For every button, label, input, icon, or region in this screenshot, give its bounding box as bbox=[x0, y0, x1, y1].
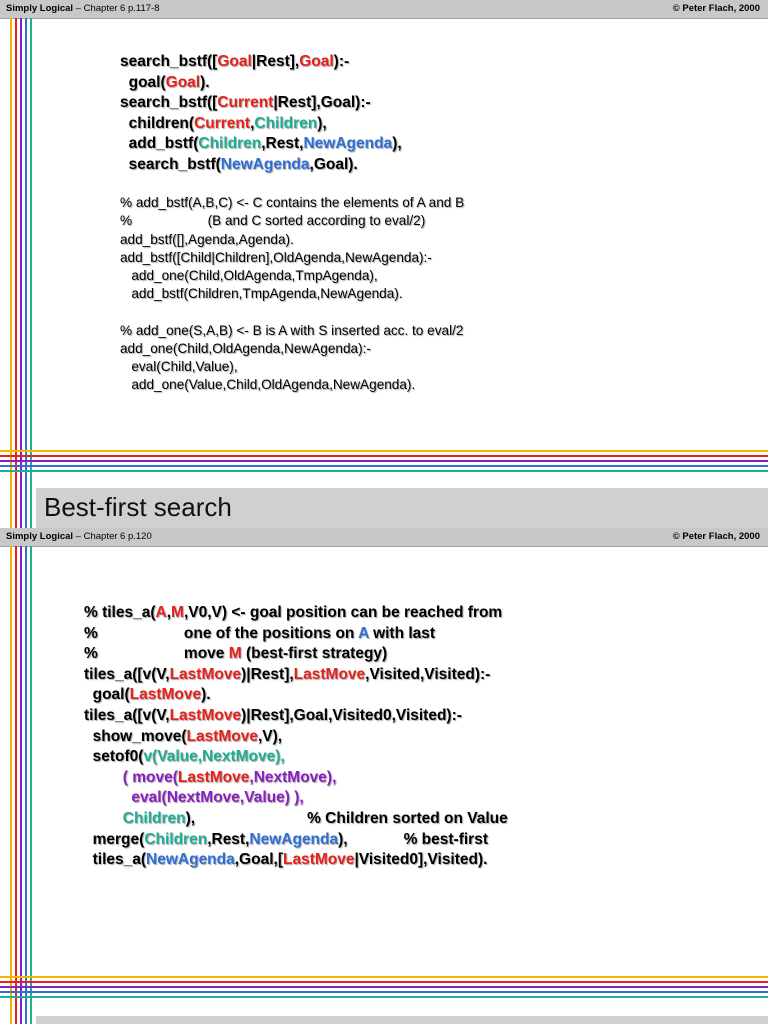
code-line bbox=[84, 603, 508, 624]
code-token: NewAgenda bbox=[303, 135, 393, 153]
code-line bbox=[84, 624, 508, 645]
code-token: |Rest], bbox=[251, 53, 300, 70]
section-title: Best-first search bbox=[44, 492, 232, 522]
code-line bbox=[84, 644, 508, 665]
code-token: ,NextMove), bbox=[249, 768, 337, 786]
code-token: LastMove bbox=[177, 768, 250, 786]
code-token: ). bbox=[200, 73, 210, 91]
code-line bbox=[120, 134, 402, 155]
code-token: Children bbox=[122, 809, 186, 827]
code-token: Children bbox=[198, 135, 262, 153]
horizontal-stripe bbox=[0, 976, 768, 978]
code-line bbox=[120, 303, 464, 321]
code-token: ,V), bbox=[258, 727, 283, 745]
code-line bbox=[84, 809, 508, 830]
code-token: LastMove bbox=[169, 706, 242, 724]
horizontal-stripe bbox=[0, 465, 768, 467]
code-token bbox=[84, 789, 131, 806]
code-line bbox=[84, 747, 508, 768]
vertical-stripe bbox=[25, 546, 27, 1024]
code-token: ,Goal). bbox=[309, 155, 358, 173]
code-token: with last bbox=[368, 624, 436, 642]
code-line: % add_one(S,A,B) <- B is A with S inserted acc. to eval/2 bbox=[120, 322, 464, 338]
code-token: A bbox=[358, 624, 369, 642]
code-line bbox=[120, 93, 402, 114]
code-line bbox=[84, 727, 508, 748]
horizontal-stripe bbox=[0, 460, 768, 462]
horizontal-stripe bbox=[0, 981, 768, 983]
horizontal-stripe bbox=[0, 991, 768, 993]
code-token: % tiles_a( bbox=[84, 604, 156, 621]
code-line: add_one(Child,OldAgenda,TmpAgenda), bbox=[120, 268, 378, 284]
code-line: % (B and C sorted according to eval/2) bbox=[120, 213, 426, 229]
section-title-bar bbox=[36, 488, 768, 528]
header-copyright: © Peter Flach, 2000 bbox=[672, 531, 760, 542]
code-token: LastMove bbox=[186, 727, 258, 745]
code-token: tiles_a([v(V, bbox=[84, 665, 170, 683]
header-source: Simply Logical – Chapter 6 p.120 bbox=[6, 531, 152, 542]
code-token: Current bbox=[217, 94, 274, 112]
code-token: tiles_a([v(V, bbox=[84, 706, 170, 724]
code-line: add_one(Child,OldAgenda,NewAgenda):- bbox=[120, 340, 371, 356]
code-token: goal( bbox=[120, 73, 166, 91]
code-line bbox=[120, 114, 402, 135]
code-block-add-bstf bbox=[120, 176, 464, 394]
code-token: ,V0,V) <- goal position can be reached from bbox=[183, 604, 503, 621]
horizontal-stripe bbox=[0, 455, 768, 457]
code-token: setof0( bbox=[84, 748, 144, 766]
code-token: Children bbox=[254, 114, 318, 132]
code-line: eval(Child,Value), bbox=[120, 359, 238, 375]
code-line: % add_bstf(A,B,C) <- C contains the elements of A and B bbox=[120, 195, 465, 211]
code-token: ,Rest, bbox=[261, 135, 304, 153]
code-token: ,Rest, bbox=[207, 830, 250, 848]
code-token: ), % best-first bbox=[338, 830, 488, 848]
code-token: NewAgenda bbox=[220, 155, 310, 173]
code-line: add_one(Value,Child,OldAgenda,NewAgenda). bbox=[120, 377, 416, 393]
code-token: Goal bbox=[217, 53, 252, 70]
code-block-tiles-a bbox=[84, 603, 508, 871]
code-token: Goal bbox=[299, 53, 334, 70]
vertical-stripe bbox=[20, 546, 22, 1024]
code-token: Current bbox=[194, 114, 251, 132]
code-token: % move bbox=[84, 645, 229, 663]
code-token: M bbox=[228, 645, 242, 663]
code-line bbox=[84, 850, 508, 871]
code-line bbox=[84, 685, 508, 706]
code-line bbox=[84, 768, 508, 789]
code-line: add_bstf([Child|Children],OldAgenda,NewAgenda):- bbox=[120, 249, 432, 265]
slide-header bbox=[0, 528, 768, 547]
code-token: , bbox=[250, 114, 255, 132]
vertical-stripe bbox=[15, 546, 17, 1024]
code-line bbox=[120, 155, 402, 176]
code-token: goal( bbox=[84, 686, 130, 704]
code-token: , bbox=[166, 604, 172, 621]
code-block-search-bstf bbox=[120, 52, 402, 176]
code-token: Children bbox=[144, 830, 208, 848]
code-token: )|Rest],Goal,Visited0,Visited):- bbox=[241, 706, 462, 724]
code-token: ,Goal,[ bbox=[234, 851, 283, 869]
code-token: search_bstf([ bbox=[120, 94, 218, 112]
vertical-stripe bbox=[30, 546, 32, 1024]
horizontal-stripe bbox=[0, 986, 768, 988]
code-token: v(Value,NextMove), bbox=[143, 748, 285, 766]
code-token: )|Rest], bbox=[241, 665, 294, 683]
code-token: % one of the positions on bbox=[84, 624, 359, 642]
code-token bbox=[84, 810, 123, 827]
code-token: A bbox=[155, 604, 167, 621]
header-copyright: © Peter Flach, 2000 bbox=[672, 3, 760, 14]
code-token: |Rest],Goal):- bbox=[273, 94, 371, 112]
vertical-stripe bbox=[10, 546, 12, 1024]
code-token: M bbox=[171, 604, 184, 621]
horizontal-stripe bbox=[0, 996, 768, 998]
code-token: add_bstf( bbox=[120, 135, 199, 153]
code-token: |Visited0],Visited). bbox=[354, 851, 488, 869]
code-line bbox=[84, 830, 508, 851]
code-token: children( bbox=[120, 114, 195, 132]
code-token: ,Visited,Visited):- bbox=[365, 665, 491, 683]
header-source: Simply Logical – Chapter 6 p.117-8 bbox=[6, 3, 160, 14]
horizontal-stripe bbox=[0, 450, 768, 452]
code-token: NewAgenda bbox=[146, 851, 235, 869]
code-token: NewAgenda bbox=[249, 830, 339, 848]
code-line bbox=[120, 52, 402, 73]
slide-header bbox=[0, 0, 768, 19]
code-token: LastMove bbox=[129, 686, 202, 704]
code-token: ). bbox=[201, 686, 211, 704]
code-line: add_bstf([],Agenda,Agenda). bbox=[120, 231, 294, 247]
code-line bbox=[84, 665, 508, 686]
code-line bbox=[120, 73, 402, 94]
code-token: eval(NextMove,Value) ), bbox=[131, 789, 304, 807]
code-token: search_bstf( bbox=[120, 155, 221, 173]
code-token: LastMove bbox=[282, 851, 355, 869]
code-token: Goal bbox=[165, 73, 201, 91]
code-token: ), % Children sorted on Value bbox=[185, 809, 508, 827]
code-token: ):- bbox=[333, 53, 350, 70]
code-token: (best-first strategy) bbox=[241, 645, 388, 663]
code-token: search_bstf([ bbox=[120, 53, 218, 70]
code-line bbox=[84, 788, 508, 809]
next-slide-title-bar bbox=[36, 1016, 768, 1024]
code-line: add_bstf(Children,TmpAgenda,NewAgenda). bbox=[120, 286, 403, 302]
slide-page-120 bbox=[0, 528, 768, 1024]
code-line bbox=[84, 706, 508, 727]
code-token: merge( bbox=[84, 830, 145, 848]
horizontal-stripe bbox=[0, 470, 768, 472]
code-token: ), bbox=[392, 135, 402, 153]
code-token: tiles_a( bbox=[84, 851, 147, 869]
code-token bbox=[84, 769, 123, 786]
code-token: show_move( bbox=[84, 727, 187, 745]
code-line bbox=[120, 176, 464, 194]
code-token: ), bbox=[317, 114, 327, 132]
code-token: LastMove bbox=[293, 665, 366, 683]
code-token: ( move( bbox=[122, 768, 178, 786]
code-token: LastMove bbox=[169, 665, 242, 683]
